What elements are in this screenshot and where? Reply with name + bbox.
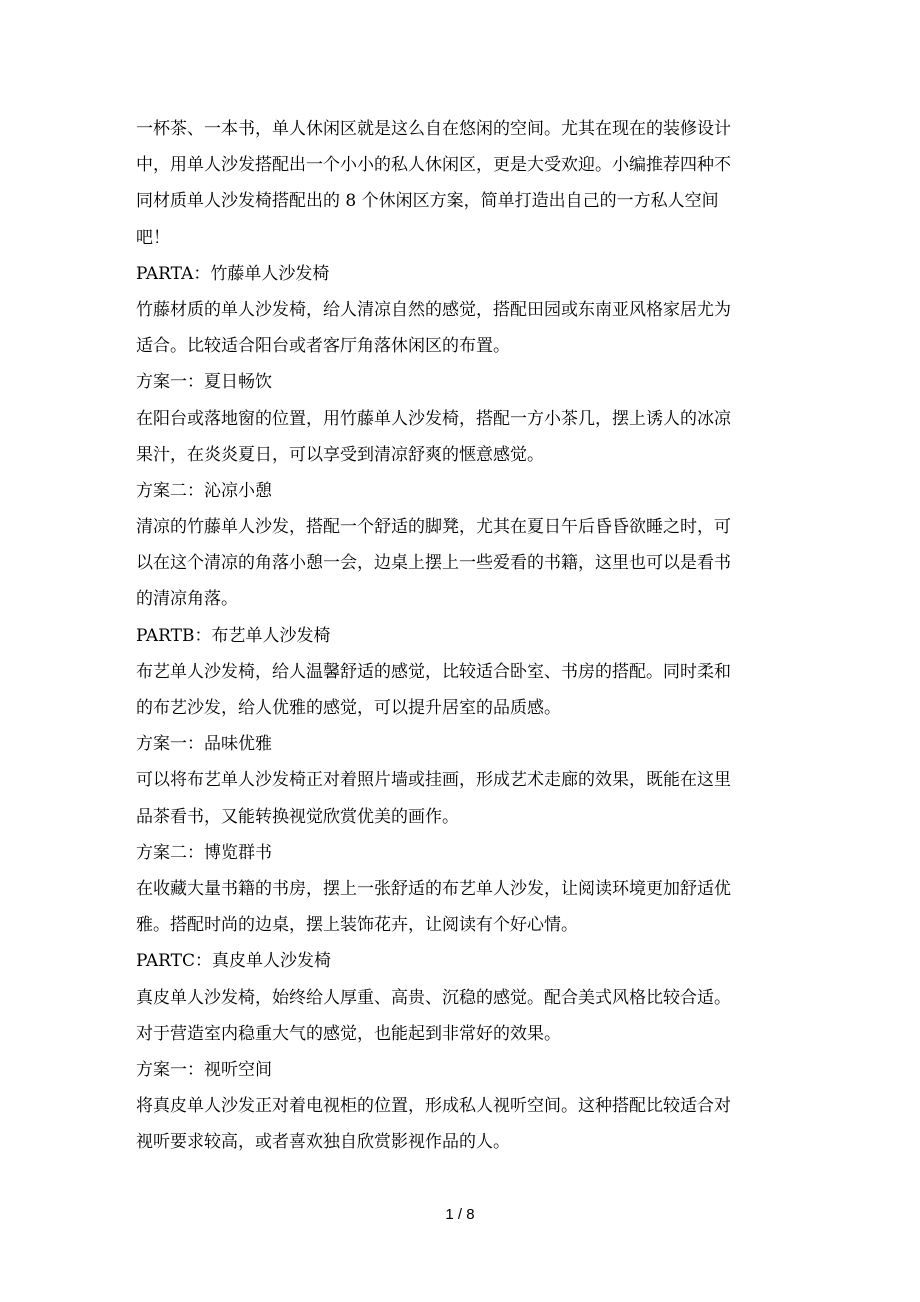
plan-heading: 方案一：视听空间 bbox=[136, 1059, 272, 1080]
text-line: 的布艺沙发，给人优雅的感觉，可以提升居室的品质感。 bbox=[136, 698, 561, 718]
text-line: 布艺单人沙发椅，给人温馨舒适的感觉，比较适合卧室、书房的搭配。同时柔和 bbox=[136, 661, 731, 682]
plan-heading: 方案二：博览群书 bbox=[136, 842, 272, 863]
text-line: 竹藤材质的单人沙发椅，给人清凉自然的感觉，搭配田园或东南亚风格家居尤为 bbox=[136, 299, 731, 320]
text-line: 将真皮单人沙发正对着电视柜的位置，形成私人视听空间。这种搭配比较适合对 bbox=[136, 1096, 731, 1117]
page-number: 1 / 8 bbox=[445, 1206, 475, 1223]
text-line: 适合。比较适合阳台或者客厅角落休闲区的布置。 bbox=[136, 336, 510, 357]
text-line: 清凉的竹藤单人沙发，搭配一个舒适的脚凳，尤其在夏日午后昏昏欲睡之时，可 bbox=[136, 517, 731, 538]
text-line: 中，用单人沙发搭配出一个小小的私人休闲区，更是大受欢迎。小编推荐四种不 bbox=[136, 155, 731, 176]
text-line: 真皮单人沙发椅，始终给人厚重、高贵、沉稳的感觉。配合美式风格比较合适。 bbox=[136, 987, 731, 1008]
text-line: 可以将布艺单人沙发椅正对着照片墙或挂画，形成艺术走廊的效果，既能在这里 bbox=[136, 770, 731, 791]
plan-heading: 方案二：沁凉小憩 bbox=[136, 480, 272, 501]
text-line: 雅。搭配时尚的边桌，摆上装饰花卉，让阅读有个好心情。 bbox=[136, 915, 578, 936]
text-line: 对于营造室内稳重大气的感觉，也能起到非常好的效果。 bbox=[136, 1023, 561, 1044]
plan-heading: 方案一：夏日畅饮 bbox=[136, 372, 272, 393]
text-line: 在阳台或落地窗的位置，用竹藤单人沙发椅，搭配一方小茶几，摆上诱人的冰凉 bbox=[136, 408, 731, 429]
text-line: 同材质单人沙发椅搭配出的 8 个休闲区方案，简单打造出自己的一方私人空间 bbox=[136, 191, 719, 212]
text-line: 果汁，在炎炎夏日，可以享受到清凉舒爽的惬意感觉。 bbox=[136, 444, 544, 465]
plan-heading: 方案一：品味优雅 bbox=[136, 734, 272, 755]
section-heading: PARTA：竹藤单人沙发椅 bbox=[136, 263, 330, 284]
document-body bbox=[136, 111, 786, 1160]
section-heading: PARTB：布艺单人沙发椅 bbox=[136, 625, 331, 646]
text-line: 的清凉角落。 bbox=[136, 589, 238, 610]
text-line: 吧！ bbox=[136, 227, 170, 248]
section-heading: PARTC：真皮单人沙发椅 bbox=[136, 951, 332, 972]
text-line: 以在这个清凉的角落小憩一会，边桌上摆上一些爱看的书籍，这里也可以是看书 bbox=[136, 553, 731, 574]
text-line: 视听要求较高，或者喜欢独自欣赏影视作品的人。 bbox=[136, 1132, 510, 1153]
text-line: 品茶看书，又能转换视觉欣赏优美的画作。 bbox=[136, 806, 459, 827]
text-line: 在收藏大量书籍的书房，摆上一张舒适的布艺单人沙发，让阅读环境更加舒适优 bbox=[136, 878, 731, 899]
text-line: 一杯茶、一本书，单人休闲区就是这么自在悠闲的空间。尤其在现在的装修设计 bbox=[136, 119, 731, 139]
